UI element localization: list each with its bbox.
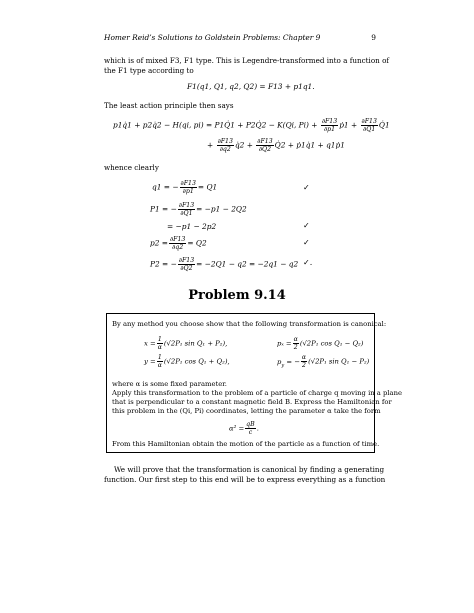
paragraph-line: We will prove that the transformation is canonical by finding a generating bbox=[114, 465, 385, 474]
fraction: $\frac{\partial F13}{\partial p1}$ bbox=[321, 118, 338, 133]
equation-least-action bbox=[113, 118, 390, 133]
fraction: $\frac{qB}{c}$ bbox=[246, 421, 255, 436]
page-number: 9 bbox=[371, 33, 376, 42]
fraction: $\frac{\partial F13}{\partial q2}$ bbox=[169, 236, 186, 251]
box-intro: By any method you choose show that the following transformation is canonical: bbox=[112, 320, 387, 328]
paragraph-line: which is of mixed F3, F1 type. This is Legendre-transformed into a function of bbox=[104, 56, 390, 65]
equation-least-action-line2: + $\frac{\partial F13}{\partial q2}$ q̇2 + $\frac{\partial F13}{\partial Q2}$ Q̇2 + ṗ1q̇1 + q1ṗ1 bbox=[207, 138, 345, 153]
check-icon: ✓. bbox=[303, 258, 313, 267]
equation-alpha: α² = $\frac{qB}{c}$ . bbox=[229, 421, 259, 436]
paragraph-line: whence clearly bbox=[104, 163, 159, 172]
box-apply-line: Apply this transformation to the problem of a particle of charge q moving in a plane bbox=[112, 389, 402, 397]
running-header bbox=[104, 33, 376, 42]
equation-py: $p_y$ = − $\frac{\alpha}{2}$ (√2P₁ sin Q₁ − P₂) bbox=[277, 354, 370, 369]
check-icon: ✓ bbox=[303, 183, 310, 192]
fraction: $\frac{\partial F13}{\partial Q2}$ bbox=[257, 138, 273, 153]
equation-x: x = $\frac{1}{\alpha}$ (√2P₁ sin Q₁ + P₂), bbox=[144, 336, 228, 351]
result-P1-simplified: = −p1 − 2p2 bbox=[167, 222, 217, 231]
box-where: where α is some fixed parameter. bbox=[112, 380, 227, 388]
box-from: From this Hamiltonian obtain the motion of the particle as a function of time. bbox=[112, 440, 380, 448]
paragraph-line: the F1 type according to bbox=[104, 66, 194, 75]
result-P2: P2 = − $\frac{\partial F13}{\partial Q2}$ = −2Q1 − q2 = −2q1 − q2 bbox=[150, 257, 299, 272]
fraction: $\frac{\alpha}{2}$ bbox=[293, 336, 298, 351]
box-apply-line: this problem in the (Qi, Pi) coordinates, letting the parameter α take the form bbox=[112, 407, 381, 415]
fraction: $\frac{1}{\alpha}$ bbox=[157, 336, 162, 351]
check-icon: ✓ bbox=[303, 221, 310, 230]
fraction: $\frac{\partial F13}{\partial Q1}$ bbox=[361, 118, 377, 133]
check-icon: ✓ bbox=[303, 238, 310, 247]
running-title: Homer Reid’s Solutions to Goldstein Problems: Chapter 9 bbox=[104, 33, 321, 42]
problem-statement-box bbox=[106, 313, 402, 453]
paragraph-line: function. Our first step to this end will be to express everything as a function bbox=[104, 475, 386, 484]
equation-lhs: p1q̇1 + p2q̇2 − H(qi, pi) = P1Q̇1 + P2Q̇2 − K(Qi, Pi) + bbox=[113, 120, 318, 130]
box-apply-line: that is perpendicular to a constant magnetic field B. Express the Hamiltonian for bbox=[112, 398, 392, 406]
fraction: $\frac{\alpha}{2}$ bbox=[301, 354, 307, 369]
equation-y: y = $\frac{1}{\alpha}$ (√2P₁ cos Q₁ + Q₂), bbox=[144, 354, 230, 369]
fraction: $\frac{\partial F13}{\partial Q2}$ bbox=[178, 257, 195, 272]
result-p2: p2 = $\frac{\partial F13}{\partial q2}$ = Q2 bbox=[150, 236, 207, 251]
equation-f1: F1(q1, Q1, q2, Q2) = F13 + p1q1. bbox=[187, 82, 315, 91]
equation-px: pₓ = $\frac{\alpha}{2}$ (√2P₁ cos Q₁ − Q₂) bbox=[277, 336, 364, 351]
fraction: $\frac{1}{\alpha}$ bbox=[157, 354, 162, 369]
equation-mid: ṗ1 + bbox=[339, 120, 358, 130]
paragraph-line: The least action principle then says bbox=[104, 101, 234, 110]
result-P1: P1 = − $\frac{\partial F13}{\partial Q1}$ = −p1 − 2Q2 bbox=[150, 202, 247, 217]
equation-end: Q̇1 bbox=[378, 120, 390, 130]
result-q1: q1 = − $\frac{\partial F13}{\partial p1}$ = Q1 bbox=[152, 180, 218, 195]
problem-title: Problem 9.14 bbox=[188, 288, 286, 303]
fraction: $\frac{\partial F13}{\partial q2}$ bbox=[217, 138, 233, 153]
fraction: $\frac{\partial F13}{\partial p1}$ bbox=[180, 180, 196, 195]
fraction: $\frac{\partial F13}{\partial Q1}$ bbox=[178, 202, 195, 217]
